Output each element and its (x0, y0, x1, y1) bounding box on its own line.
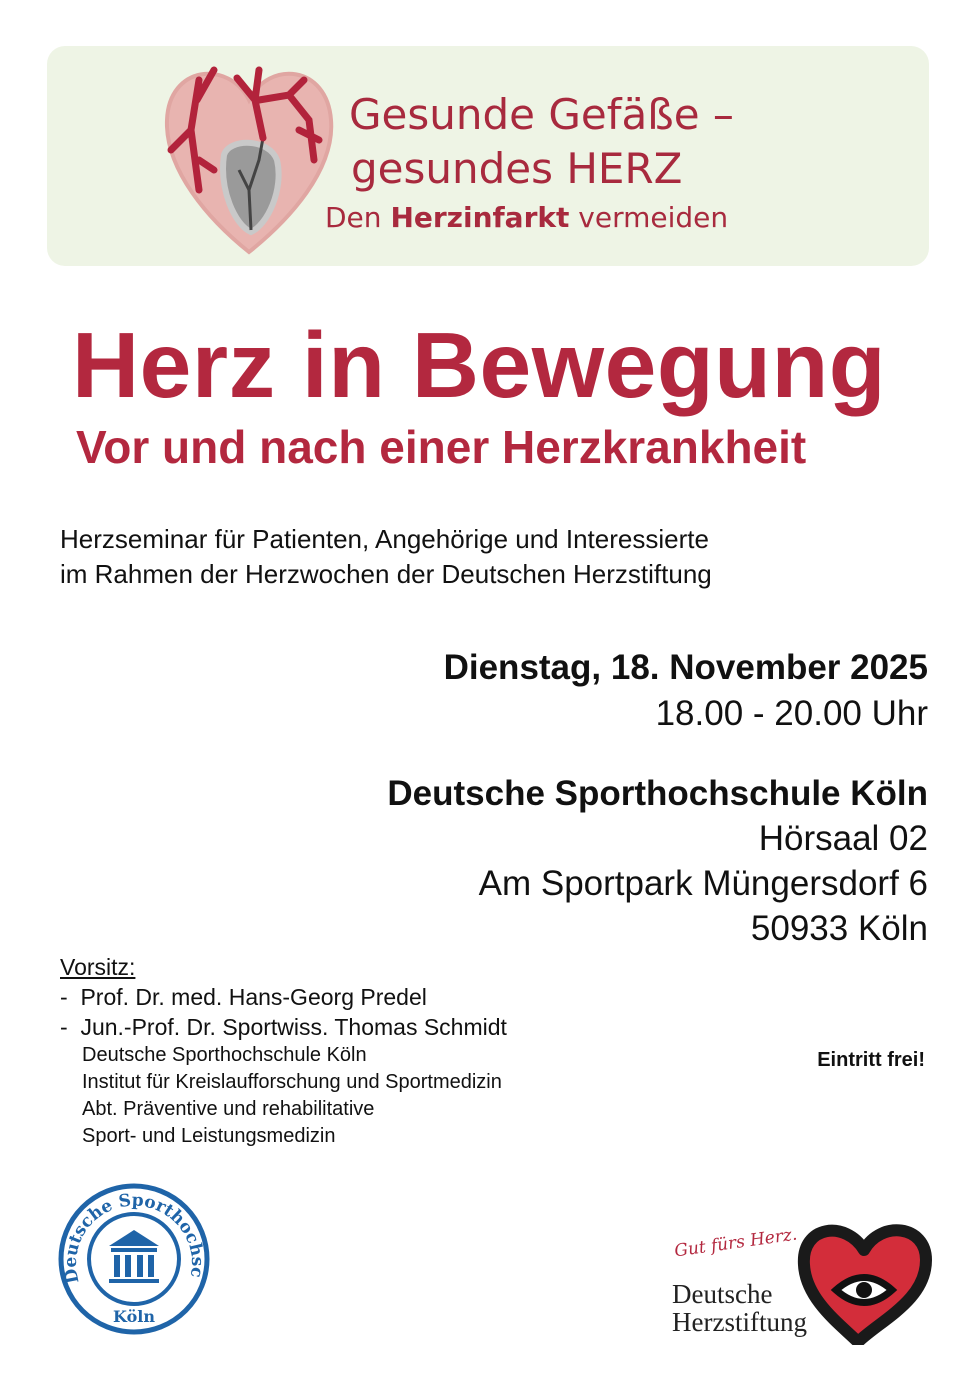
page-title: Herz in Bewegung (72, 313, 887, 417)
event-street: Am Sportpark Müngersdorf 6 (478, 864, 928, 903)
event-date: Dienstag, 18. November 2025 (443, 648, 928, 687)
affiliation-line: Sport- und Leistungsmedizin (82, 1125, 336, 1147)
chair-heading: Vorsitz: (60, 954, 136, 980)
heart-illustration-icon (159, 60, 339, 256)
seal-city-text: Köln (113, 1307, 155, 1326)
event-room: Hörsaal 02 (758, 819, 928, 858)
page-subtitle: Vor und nach einer Herzkrankheit (76, 421, 807, 473)
intro-line-1: Herzseminar für Patienten, Angehörige und Interessierte (60, 524, 709, 554)
admission-note: Eintritt frei! (817, 1049, 925, 1071)
chair-person: - Prof. Dr. med. Hans-Georg Predel (60, 984, 427, 1010)
event-city: 50933 Köln (750, 909, 928, 948)
herzstiftung-slogan: Gut fürs Herz. (673, 1224, 799, 1262)
event-time: 18.00 - 20.00 Uhr (655, 694, 928, 733)
banner-line-1: Gesunde Gefäße – (349, 90, 734, 139)
herzstiftung-logo (668, 1215, 933, 1345)
seal-ring-text: Deutsche Sporthochsc (60, 1190, 208, 1286)
banner-line-2: gesundes HERZ (351, 144, 683, 193)
banner-line-3-pre: Den (325, 201, 391, 234)
heart-eye-icon (796, 1220, 932, 1345)
intro-line-2: im Rahmen der Herzwochen der Deutschen Herzstiftung (60, 559, 712, 589)
campaign-banner (47, 46, 929, 266)
affiliation-line: Abt. Präventive und rehabilitative (82, 1098, 375, 1120)
affiliation-line: Deutsche Sporthochschule Köln (82, 1044, 367, 1066)
chair-person: - Jun.-Prof. Dr. Sportwiss. Thomas Schmidt (60, 1014, 507, 1040)
affiliation-line: Institut für Kreislaufforschung und Sportmedizin (82, 1071, 502, 1093)
dshs-seal-logo (57, 1182, 211, 1336)
event-venue: Deutsche Sporthochschule Köln (387, 774, 928, 813)
dshs-seal-icon (57, 1182, 211, 1336)
banner-line-3-bold: Herzinfarkt (390, 201, 570, 234)
banner-line-3 (325, 201, 728, 234)
banner-line-3-post: vermeiden (569, 201, 729, 234)
herzstiftung-name-1: Deutsche (672, 1279, 773, 1309)
herzstiftung-name-2: Herzstiftung (672, 1307, 807, 1337)
